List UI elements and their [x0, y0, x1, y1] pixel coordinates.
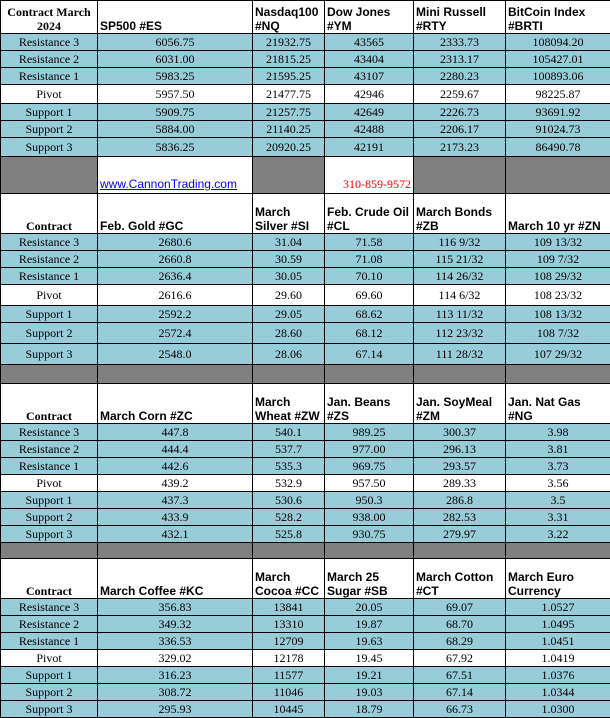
level-label: Resistance 1 — [1, 68, 98, 85]
level-value: 29.05 — [253, 306, 325, 323]
level-value: 11577 — [253, 667, 325, 684]
level-value: 42649 — [325, 104, 414, 121]
row-resistance-3 — [1, 424, 610, 441]
level-value: 67.14 — [414, 684, 506, 701]
level-value: 329.02 — [98, 650, 253, 667]
level-value: 2572.4 — [98, 323, 253, 344]
level-value: 3.81 — [506, 441, 610, 458]
level-value: 19.87 — [325, 616, 414, 633]
level-value: 5884.00 — [98, 121, 253, 138]
level-value: 356.83 — [98, 599, 253, 616]
separator-cell — [506, 365, 610, 384]
separator-cell — [253, 157, 325, 194]
level-value: 21595.25 — [253, 68, 325, 85]
level-label: Support 2 — [1, 323, 98, 344]
level-value: 2333.73 — [414, 34, 506, 51]
level-value: 432.1 — [98, 526, 253, 543]
block-1-header-row — [1, 1, 610, 34]
separator-cell — [1, 157, 98, 194]
level-value: 100893.06 — [506, 68, 610, 85]
level-value: 30.05 — [253, 268, 325, 285]
level-value: 336.53 — [98, 633, 253, 650]
level-value: 68.29 — [414, 633, 506, 650]
block-2-header-row — [1, 194, 610, 234]
row-support-2 — [1, 684, 610, 701]
separator-cell — [325, 365, 414, 384]
level-value: 433.9 — [98, 509, 253, 526]
level-label: Support 1 — [1, 492, 98, 509]
level-value: 69.07 — [414, 599, 506, 616]
level-label: Support 3 — [1, 138, 98, 157]
level-value: 5836.25 — [98, 138, 253, 157]
level-value: 282.53 — [414, 509, 506, 526]
level-value: 1.0300 — [506, 701, 610, 718]
level-value: 295.93 — [98, 701, 253, 718]
level-value: 71.58 — [325, 234, 414, 251]
level-value: 115 21/32 — [414, 251, 506, 268]
level-value: 42191 — [325, 138, 414, 157]
level-value: 540.1 — [253, 424, 325, 441]
separator-row — [1, 365, 610, 384]
level-value: 108 29/32 — [506, 268, 610, 285]
level-value: 28.60 — [253, 323, 325, 344]
level-value: 108 13/32 — [506, 306, 610, 323]
separator-cell — [1, 365, 98, 384]
block-4-header-row — [1, 559, 610, 599]
level-value: 3.56 — [506, 475, 610, 492]
contract-header: Contract — [1, 384, 98, 424]
level-value: 93691.92 — [506, 104, 610, 121]
website-link[interactable]: www.CannonTrading.com — [100, 177, 237, 191]
contract-column-header: Feb. Gold #GC — [98, 194, 253, 234]
level-value: 2616.6 — [98, 285, 253, 306]
contract-column-header: March Coffee #KC — [98, 559, 253, 599]
level-label: Support 1 — [1, 104, 98, 121]
row-pivot — [1, 85, 610, 104]
level-value: 86490.78 — [506, 138, 610, 157]
level-value: 1.0419 — [506, 650, 610, 667]
contract-column-header: March Cocoa #CC — [253, 559, 325, 599]
level-value: 28.06 — [253, 344, 325, 365]
level-value: 293.57 — [414, 458, 506, 475]
level-value: 68.12 — [325, 323, 414, 344]
level-value: 6056.75 — [98, 34, 253, 51]
level-value: 5957.50 — [98, 85, 253, 104]
level-value: 105427.01 — [506, 51, 610, 68]
level-value: 537.7 — [253, 441, 325, 458]
row-support-1 — [1, 306, 610, 323]
row-support-3 — [1, 138, 610, 157]
level-value: 21815.25 — [253, 51, 325, 68]
level-label: Resistance 1 — [1, 633, 98, 650]
level-value: 349.32 — [98, 616, 253, 633]
level-value: 98225.87 — [506, 85, 610, 104]
level-value: 13310 — [253, 616, 325, 633]
level-value: 286.8 — [414, 492, 506, 509]
row-resistance-1 — [1, 458, 610, 475]
row-resistance-2 — [1, 441, 610, 458]
level-value: 111 28/32 — [414, 344, 506, 365]
level-label: Resistance 1 — [1, 458, 98, 475]
separator-row — [1, 543, 610, 559]
level-value: 989.25 — [325, 424, 414, 441]
level-value: 2660.8 — [98, 251, 253, 268]
level-label: Resistance 3 — [1, 424, 98, 441]
level-value: 2206.17 — [414, 121, 506, 138]
level-label: Resistance 2 — [1, 616, 98, 633]
level-label: Pivot — [1, 85, 98, 104]
level-label: Support 2 — [1, 684, 98, 701]
level-value: 109 13/32 — [506, 234, 610, 251]
contract-column-header: Mini Russell #RTY — [414, 1, 506, 34]
level-label: Resistance 2 — [1, 51, 98, 68]
row-support-2 — [1, 509, 610, 526]
contract-column-header: Jan. SoyMeal #ZM — [414, 384, 506, 424]
level-value: 532.9 — [253, 475, 325, 492]
row-support-1 — [1, 492, 610, 509]
level-value: 1.0527 — [506, 599, 610, 616]
level-value: 19.21 — [325, 667, 414, 684]
level-value: 444.4 — [98, 441, 253, 458]
level-value: 525.8 — [253, 526, 325, 543]
level-value: 13841 — [253, 599, 325, 616]
level-value: 1.0451 — [506, 633, 610, 650]
level-value: 114 6/32 — [414, 285, 506, 306]
contract-column-header: March Wheat #ZW — [253, 384, 325, 424]
level-value: 116 9/32 — [414, 234, 506, 251]
level-value: 535.3 — [253, 458, 325, 475]
row-pivot — [1, 650, 610, 667]
level-value: 938.00 — [325, 509, 414, 526]
website-cell — [98, 157, 253, 194]
contract-column-header: Nasdaq100 #NQ — [253, 1, 325, 34]
level-label: Pivot — [1, 285, 98, 306]
level-value: 109 7/32 — [506, 251, 610, 268]
level-label: Resistance 3 — [1, 34, 98, 51]
level-value: 70.10 — [325, 268, 414, 285]
level-value: 108 7/32 — [506, 323, 610, 344]
level-label: Pivot — [1, 475, 98, 492]
contract-column-header: March Bonds #ZB — [414, 194, 506, 234]
contract-column-header: March Cotton #CT — [414, 559, 506, 599]
contract-column-header: Feb. Crude Oil #CL — [325, 194, 414, 234]
separator-cell — [253, 365, 325, 384]
level-value: 11046 — [253, 684, 325, 701]
level-value: 20.05 — [325, 599, 414, 616]
contract-column-header: March Silver #SI — [253, 194, 325, 234]
level-value: 3.98 — [506, 424, 610, 441]
level-value: 68.62 — [325, 306, 414, 323]
level-label: Support 3 — [1, 526, 98, 543]
level-value: 1.0376 — [506, 667, 610, 684]
contract-column-header: March 10 yr #ZN — [506, 194, 610, 234]
level-label: Support 2 — [1, 121, 98, 138]
separator-cell — [414, 157, 506, 194]
level-value: 20920.25 — [253, 138, 325, 157]
level-value: 930.75 — [325, 526, 414, 543]
level-value: 2636.4 — [98, 268, 253, 285]
contract-header: Contract — [1, 194, 98, 234]
contract-column-header: Dow Jones #YM — [325, 1, 414, 34]
level-value: 2280.23 — [414, 68, 506, 85]
row-resistance-2 — [1, 51, 610, 68]
level-value: 5909.75 — [98, 104, 253, 121]
level-value: 43404 — [325, 51, 414, 68]
level-value: 3.5 — [506, 492, 610, 509]
row-support-3 — [1, 526, 610, 543]
level-value: 6031.00 — [98, 51, 253, 68]
level-value: 300.37 — [414, 424, 506, 441]
row-pivot — [1, 285, 610, 306]
phone-cell — [325, 157, 414, 194]
level-value: 957.50 — [325, 475, 414, 492]
contract-column-header: BitCoin Index #BRTI — [506, 1, 610, 34]
contract-column-header: SP500 #ES — [98, 1, 253, 34]
level-label: Support 3 — [1, 344, 98, 365]
level-value: 528.2 — [253, 509, 325, 526]
row-resistance-3 — [1, 34, 610, 51]
separator-cell — [506, 157, 610, 194]
level-value: 19.63 — [325, 633, 414, 650]
level-value: 3.22 — [506, 526, 610, 543]
level-value: 69.60 — [325, 285, 414, 306]
contract-column-header: Jan. Beans #ZS — [325, 384, 414, 424]
level-value: 1.0495 — [506, 616, 610, 633]
level-value: 3.31 — [506, 509, 610, 526]
level-value: 2592.2 — [98, 306, 253, 323]
level-value: 31.04 — [253, 234, 325, 251]
level-label: Support 3 — [1, 701, 98, 718]
level-value: 2313.17 — [414, 51, 506, 68]
level-value: 66.73 — [414, 701, 506, 718]
level-label: Support 1 — [1, 667, 98, 684]
level-value: 43565 — [325, 34, 414, 51]
level-label: Resistance 2 — [1, 441, 98, 458]
pivot-levels-body — [1, 1, 610, 718]
level-value: 18.79 — [325, 701, 414, 718]
level-value: 977.00 — [325, 441, 414, 458]
level-value: 12178 — [253, 650, 325, 667]
row-resistance-1 — [1, 633, 610, 650]
level-value: 108 23/32 — [506, 285, 610, 306]
level-value: 2173.23 — [414, 138, 506, 157]
level-value: 107 29/32 — [506, 344, 610, 365]
row-resistance-3 — [1, 599, 610, 616]
row-pivot — [1, 475, 610, 492]
level-value: 5983.25 — [98, 68, 253, 85]
level-value: 112 23/32 — [414, 323, 506, 344]
level-value: 21140.25 — [253, 121, 325, 138]
level-label: Resistance 1 — [1, 268, 98, 285]
level-value: 289.33 — [414, 475, 506, 492]
level-value: 3.73 — [506, 458, 610, 475]
phone-number: 310-859-9572 — [343, 177, 411, 191]
level-value: 2259.67 — [414, 85, 506, 104]
row-support-2 — [1, 323, 610, 344]
row-support-3 — [1, 701, 610, 718]
level-value: 68.70 — [414, 616, 506, 633]
level-value: 108094.20 — [506, 34, 610, 51]
level-value: 71.08 — [325, 251, 414, 268]
level-value: 19.03 — [325, 684, 414, 701]
contract-column-header: March Euro Currency — [506, 559, 610, 599]
level-value: 439.2 — [98, 475, 253, 492]
separator-cell — [414, 365, 506, 384]
separator-cell — [1, 543, 98, 559]
level-value: 29.60 — [253, 285, 325, 306]
level-value: 30.59 — [253, 251, 325, 268]
level-value: 530.6 — [253, 492, 325, 509]
contract-header: Contract — [1, 559, 98, 599]
row-support-2 — [1, 121, 610, 138]
separator-cell — [506, 543, 610, 559]
level-label: Resistance 3 — [1, 599, 98, 616]
row-resistance-2 — [1, 251, 610, 268]
level-value: 1.0344 — [506, 684, 610, 701]
separator-cell — [98, 365, 253, 384]
contract-column-header: March 25 Sugar #SB — [325, 559, 414, 599]
level-value: 442.6 — [98, 458, 253, 475]
level-value: 67.51 — [414, 667, 506, 684]
level-value: 19.45 — [325, 650, 414, 667]
level-value: 10445 — [253, 701, 325, 718]
row-resistance-1 — [1, 268, 610, 285]
contract-column-header: March Corn #ZC — [98, 384, 253, 424]
separator-cell — [325, 543, 414, 559]
level-label: Resistance 3 — [1, 234, 98, 251]
separator-cell — [253, 543, 325, 559]
level-value: 316.23 — [98, 667, 253, 684]
level-value: 296.13 — [414, 441, 506, 458]
level-value: 21932.75 — [253, 34, 325, 51]
level-value: 969.75 — [325, 458, 414, 475]
level-label: Support 2 — [1, 509, 98, 526]
separator-cell — [414, 543, 506, 559]
level-value: 2680.6 — [98, 234, 253, 251]
level-value: 67.14 — [325, 344, 414, 365]
level-value: 42946 — [325, 85, 414, 104]
row-resistance-3 — [1, 234, 610, 251]
level-value: 43107 — [325, 68, 414, 85]
separator-row — [1, 157, 610, 194]
row-resistance-2 — [1, 616, 610, 633]
contract-header: Contract March 2024 — [1, 1, 98, 34]
level-value: 437.3 — [98, 492, 253, 509]
row-support-3 — [1, 344, 610, 365]
contract-column-header: Jan. Nat Gas #NG — [506, 384, 610, 424]
row-resistance-1 — [1, 68, 610, 85]
block-3-header-row — [1, 384, 610, 424]
level-value: 67.92 — [414, 650, 506, 667]
row-support-1 — [1, 104, 610, 121]
separator-cell — [98, 543, 253, 559]
level-value: 21477.75 — [253, 85, 325, 104]
level-value: 21257.75 — [253, 104, 325, 121]
level-value: 42488 — [325, 121, 414, 138]
level-value: 308.72 — [98, 684, 253, 701]
level-label: Resistance 2 — [1, 251, 98, 268]
level-value: 2226.73 — [414, 104, 506, 121]
level-value: 12709 — [253, 633, 325, 650]
level-value: 113 11/32 — [414, 306, 506, 323]
level-label: Support 1 — [1, 306, 98, 323]
level-label: Pivot — [1, 650, 98, 667]
level-value: 114 26/32 — [414, 268, 506, 285]
row-support-1 — [1, 667, 610, 684]
level-value: 279.97 — [414, 526, 506, 543]
level-value: 447.8 — [98, 424, 253, 441]
level-value: 91024.73 — [506, 121, 610, 138]
level-value: 950.3 — [325, 492, 414, 509]
level-value: 2548.0 — [98, 344, 253, 365]
